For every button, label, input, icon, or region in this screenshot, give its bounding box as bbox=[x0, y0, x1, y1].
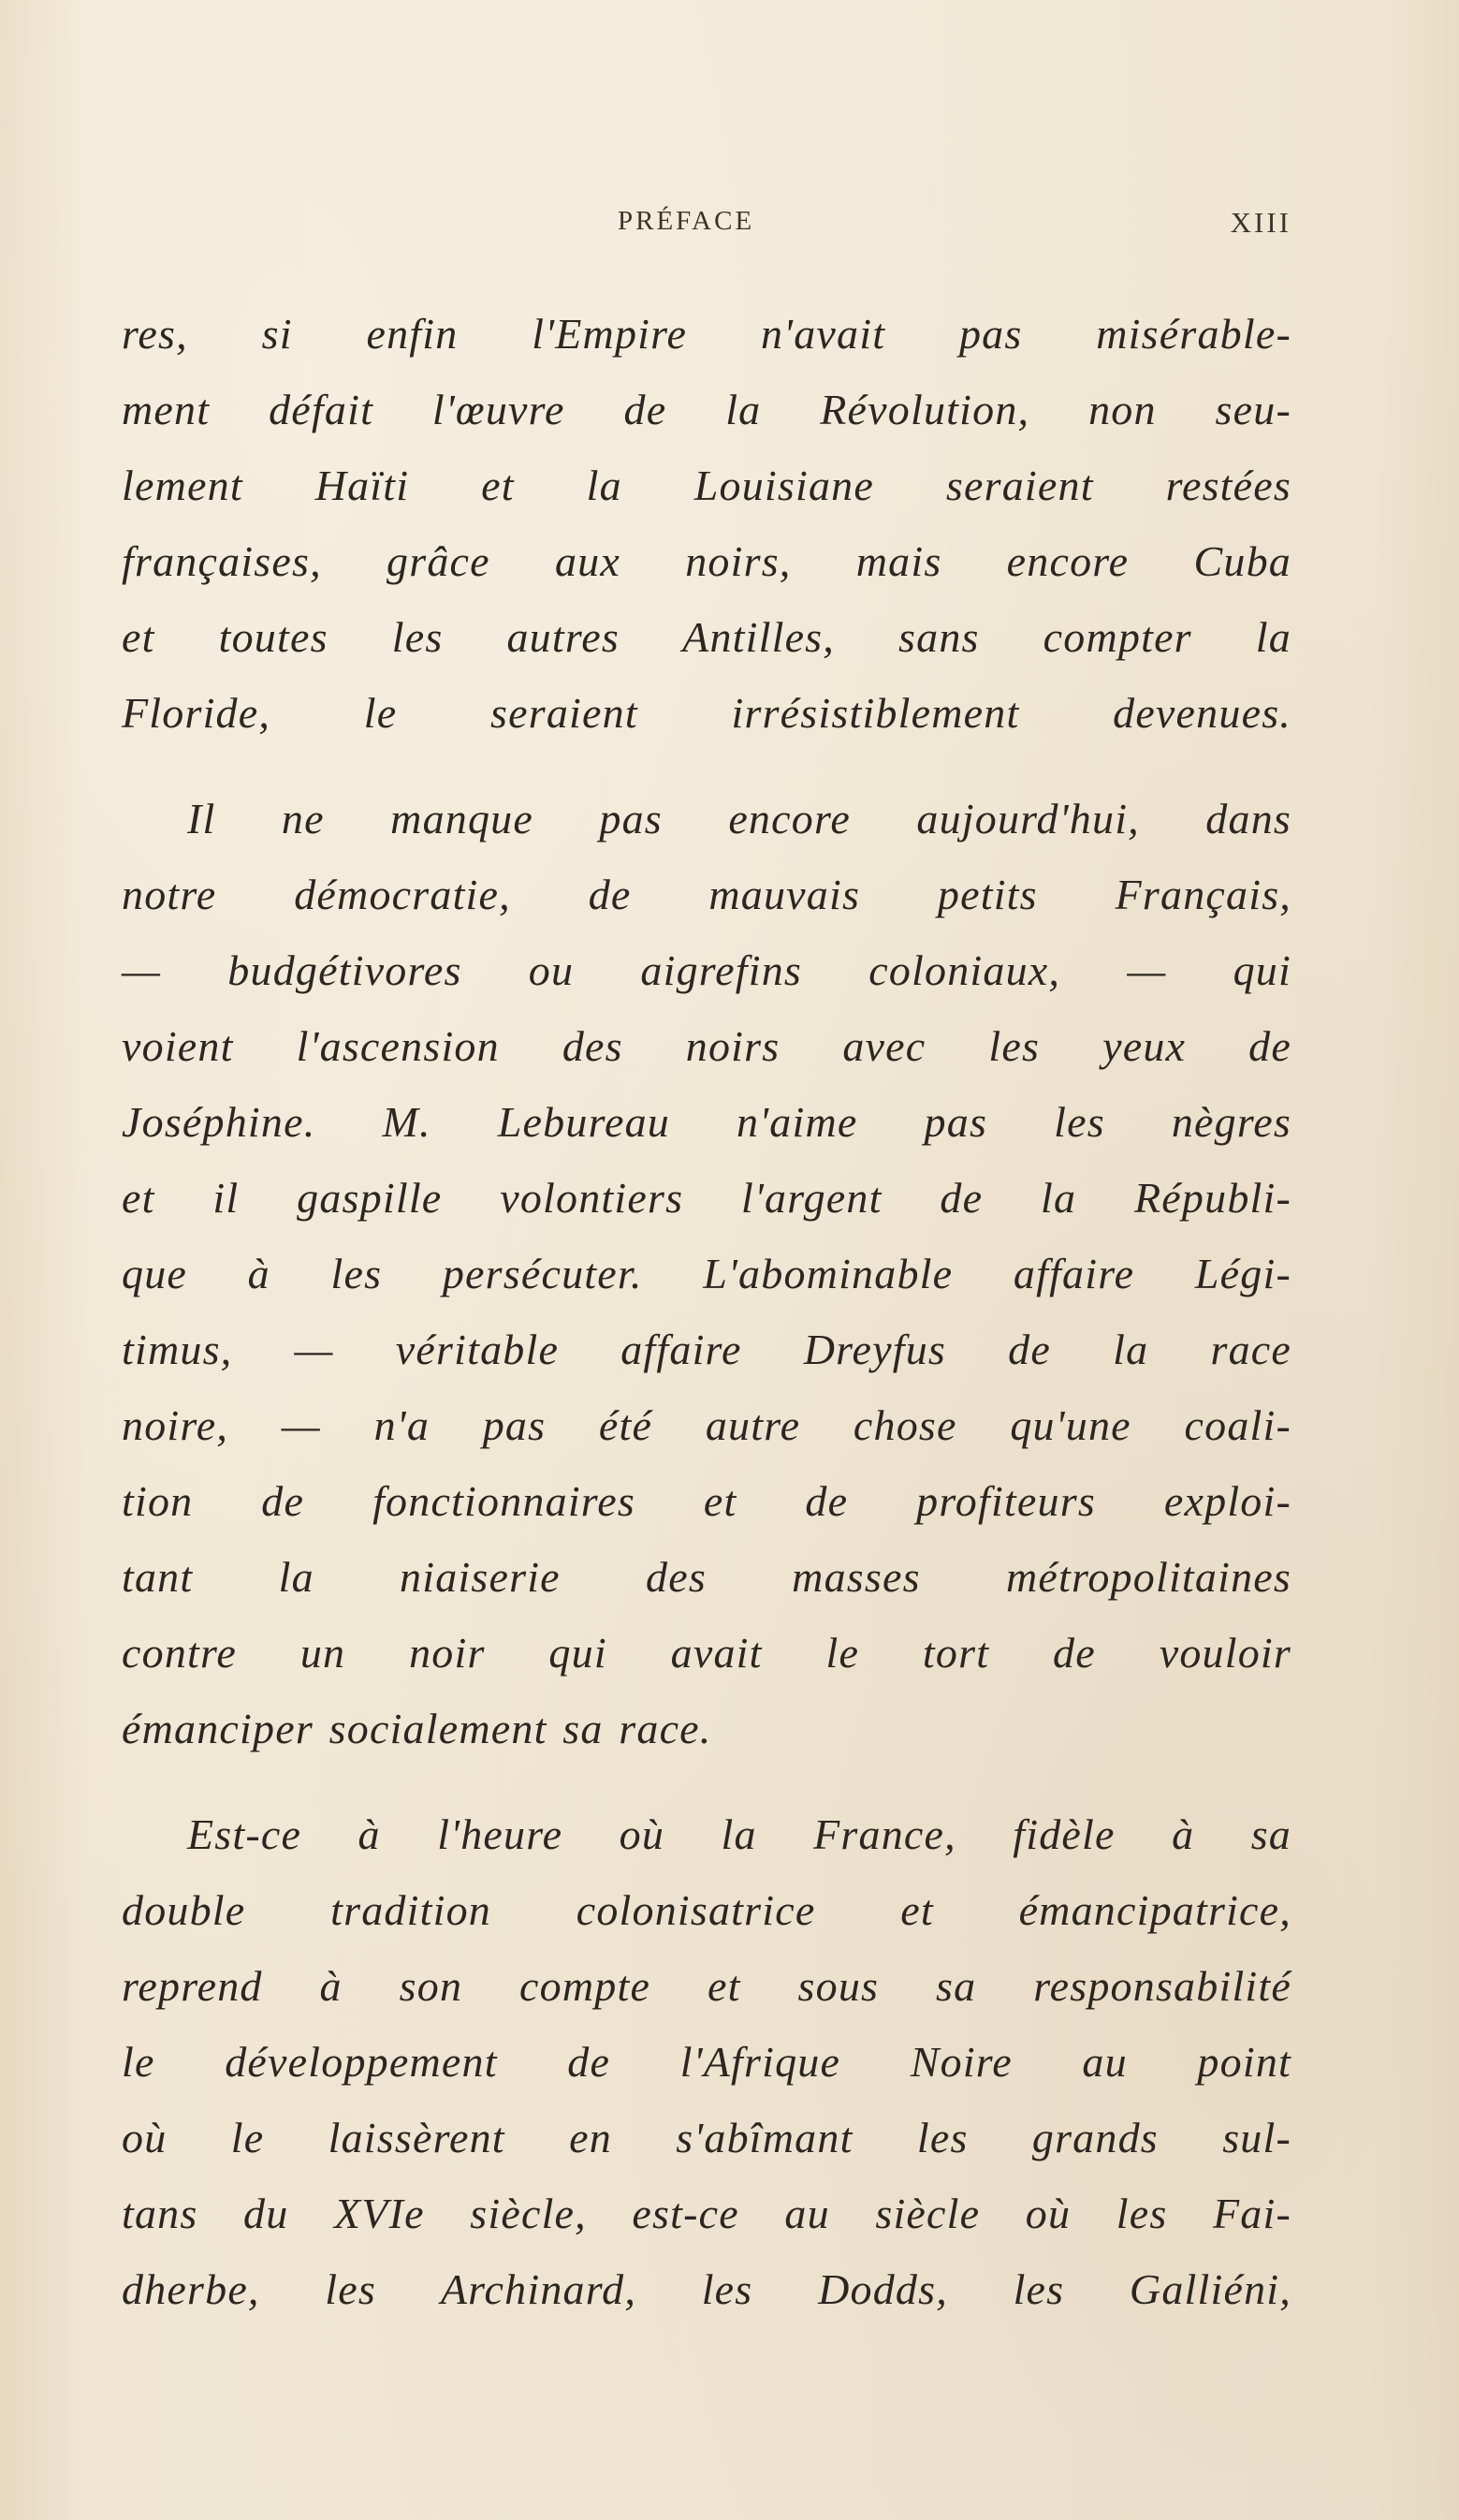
text-line: le développement de l'Afrique Noire au point bbox=[122, 2038, 1291, 2086]
text-line: contre un noir qui avait le tort de vouloir bbox=[122, 1629, 1291, 1677]
text-line-content: Est-ce à l'heure où la France, fidèle à sa bbox=[187, 1810, 1291, 1858]
text-line: double tradition colonisatrice et émancipatrice, bbox=[122, 1886, 1291, 1934]
paragraph-gap bbox=[122, 751, 1291, 781]
text-line: reprend à son compte et sous sa responsabilité bbox=[122, 1962, 1291, 2010]
text-line: res, si enfin l'Empire n'avait pas misérable- bbox=[122, 310, 1291, 358]
text-line: ment défait l'œuvre de la Révolution, non seu- bbox=[122, 386, 1291, 433]
text-line: lement Haïti et la Louisiane seraient restées bbox=[122, 462, 1291, 509]
text-line: où le laissèrent en s'abîmant les grands sul- bbox=[122, 2114, 1291, 2161]
text-line: tans du XVIe siècle, est-ce au siècle où les Fai- bbox=[122, 2190, 1291, 2237]
text-line: voient l'ascension des noirs avec les yeux de bbox=[122, 1022, 1291, 1070]
paragraph-3 bbox=[122, 1796, 1291, 2327]
running-head: PRÉFACE bbox=[618, 206, 755, 236]
text-line: que à les persécuter. L'abominable affaire Légi- bbox=[122, 1250, 1291, 1297]
text-line: timus, — véritable affaire Dreyfus de la race bbox=[122, 1326, 1291, 1373]
text-line bbox=[122, 1796, 1291, 1872]
text-line: françaises, grâce aux noirs, mais encore Cuba bbox=[122, 537, 1291, 585]
text-line: — budgétivores ou aigrefins coloniaux, — qui bbox=[122, 946, 1291, 994]
paragraph-gap bbox=[122, 1766, 1291, 1796]
text-line: tion de fonctionnaires et de profiteurs exploi- bbox=[122, 1477, 1291, 1525]
text-line bbox=[122, 781, 1291, 857]
text-line: tant la niaiserie des masses métropolitaines bbox=[122, 1553, 1291, 1601]
text-line: Floride, le seraient irrésistiblement devenues. bbox=[122, 689, 1291, 737]
text-line: dherbe, les Archinard, les Dodds, les Galliéni, bbox=[122, 2265, 1291, 2313]
text-line: et il gaspille volontiers l'argent de la Républi- bbox=[122, 1174, 1291, 1222]
body-text bbox=[122, 296, 1291, 2327]
paragraph-1 bbox=[122, 296, 1291, 751]
text-line: émanciper socialement sa race. bbox=[122, 1705, 712, 1752]
page-number: XIII bbox=[1230, 206, 1291, 239]
text-line: noire, — n'a pas été autre chose qu'une coali- bbox=[122, 1401, 1291, 1449]
page-header bbox=[122, 206, 1291, 243]
text-line-content: Il ne manque pas encore aujourd'hui, dans bbox=[187, 795, 1291, 842]
text-line: et toutes les autres Antilles, sans compter la bbox=[122, 613, 1291, 661]
paragraph-2 bbox=[122, 781, 1291, 1766]
text-line: notre démocratie, de mauvais petits Français, bbox=[122, 871, 1291, 918]
text-line: Joséphine. M. Lebureau n'aime pas les nègres bbox=[122, 1098, 1291, 1146]
